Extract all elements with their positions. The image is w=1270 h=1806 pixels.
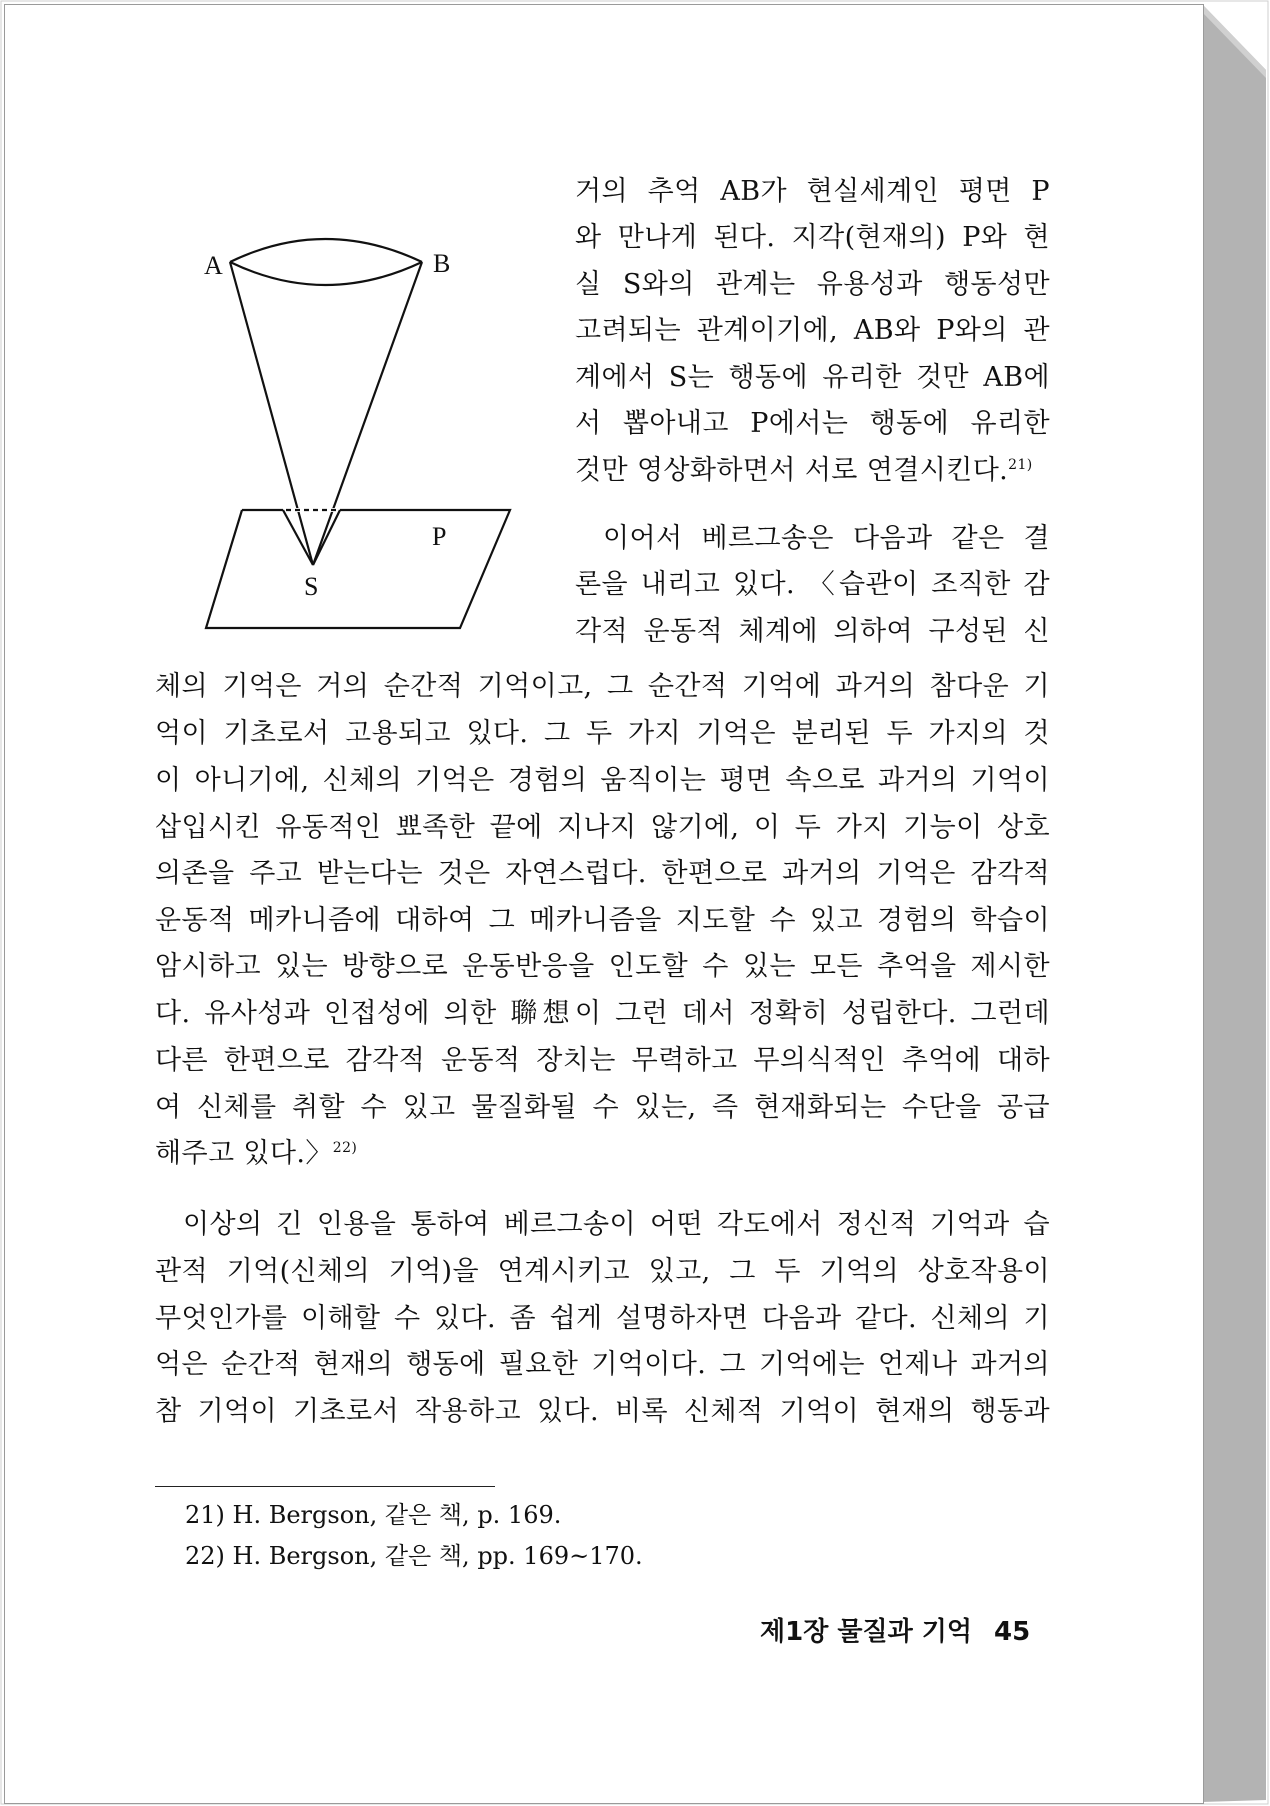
para2-line: 다. 유사성과 인접성에 의한 聯想이 그런 데서 정확히 성립한다. 그런데 [155,998,1050,1029]
para2-line: 이어서 베르그송은 다음과 같은 결 [603,523,1050,554]
label-s: S [304,572,319,601]
footnote-21: 21) H. Bergson, 같은 책, p. 169. [185,1501,562,1529]
para2-line: 다른 한편으로 감각적 운동적 장치는 무력하고 무의식적인 추억에 대하 [155,1045,1050,1076]
para3-line: 무엇인가를 이해할 수 있다. 좀 쉽게 설명하자면 다음과 같다. 신체의 기 [155,1303,1050,1334]
page-number: 45 [994,1617,1031,1647]
para2-line: 의존을 주고 받는다는 것은 자연스럽다. 한편으로 과거의 기억은 감각적 [155,858,1050,889]
para2-line: 삽입시킨 유동적인 뾰족한 끝에 지나지 않기에, 이 두 가지 기능이 상호 [155,812,1050,843]
para2-line: 체의 기억은 거의 순간적 기억이고, 그 순간적 기억에 과거의 참다운 기 [155,671,1050,702]
cone-memory-diagram [180,210,540,640]
footnote-22: 22) H. Bergson, 같은 책, pp. 169~170. [185,1542,643,1570]
footnote-ref-21: 21) [1008,457,1033,473]
para1-line: 실 S와의 관계는 유용성과 행동성만 [575,269,1050,300]
para2-line: 론을 내리고 있다. 〈습관이 조직한 감 [575,569,1050,600]
cone-top-arc-lower [230,262,422,285]
para2-line: 운동적 메카니즘에 대하여 그 메카니즘을 지도할 수 있고 경험의 학습이 [155,905,1050,936]
cone-top-arc-upper [230,239,422,262]
cone-right-edge-redraw [313,510,340,565]
label-p: P [432,522,447,551]
para2-last-line [155,1131,1050,1177]
para1-line: 계에서 S는 행동에 유리한 것만 AB에 [575,362,1050,393]
para3-line: 이상의 긴 인용을 통하여 베르그송이 어떤 각도에서 정신적 기억과 습 [183,1209,1050,1240]
para2-line: 여 신체를 취할 수 있고 물질화될 수 있는, 즉 현재화되는 수단을 공급 [155,1092,1050,1123]
para1-last-line [575,448,1050,494]
para3-line: 관적 기억(신체의 기억)을 연계시키고 있고, 그 두 기억의 상호작용이 [155,1256,1050,1287]
chapter-title: 제1장 물질과 기억 [760,1617,973,1647]
cone-right-edge [313,262,422,565]
cone-left-edge [230,262,313,565]
footnote-ref-22: 22) [332,1140,358,1156]
para1-line: 고려되는 관계이기에, AB와 P와의 관 [575,315,1050,346]
running-foot [760,1611,1030,1648]
plane-outline [206,510,510,628]
para1-line: 서 뽑아내고 P에서는 행동에 유리한 [575,408,1050,439]
para2-line: 암시하고 있는 방향으로 운동반응을 인도할 수 있는 모든 추억을 제시한 [155,951,1050,982]
label-b: B [433,249,451,278]
cone-left-edge-redraw [283,510,313,565]
label-a: A [204,251,223,280]
para2-line: 각적 운동적 체계에 의하여 구성된 신 [575,616,1050,647]
para3-line: 억은 순간적 현재의 행동에 필요한 기억이다. 그 기억에는 언제나 과거의 [155,1349,1050,1380]
footnote-separator [155,1486,495,1487]
para3-line: 참 기억이 기초로서 작용하고 있다. 비록 신체적 기억이 현재의 행동과 [155,1396,1050,1427]
para2-line: 억이 기초로서 고용되고 있다. 그 두 가지 기억은 분리된 두 가지의 것 [155,718,1050,749]
para1-line: 와 만나게 된다. 지각(현재의) P와 현 [575,222,1050,253]
para1-line: 거의 추억 AB가 현실세계인 평면 P [575,176,1050,207]
para1-line-text: 것만 영상화하면서 서로 연결시킨다. [575,455,1009,486]
para2-line: 이 아니기에, 신체의 기억은 경험의 움직이는 평면 속으로 과거의 기억이 [155,765,1050,796]
para2-line-text: 해주고 있다.〉 [155,1138,333,1169]
